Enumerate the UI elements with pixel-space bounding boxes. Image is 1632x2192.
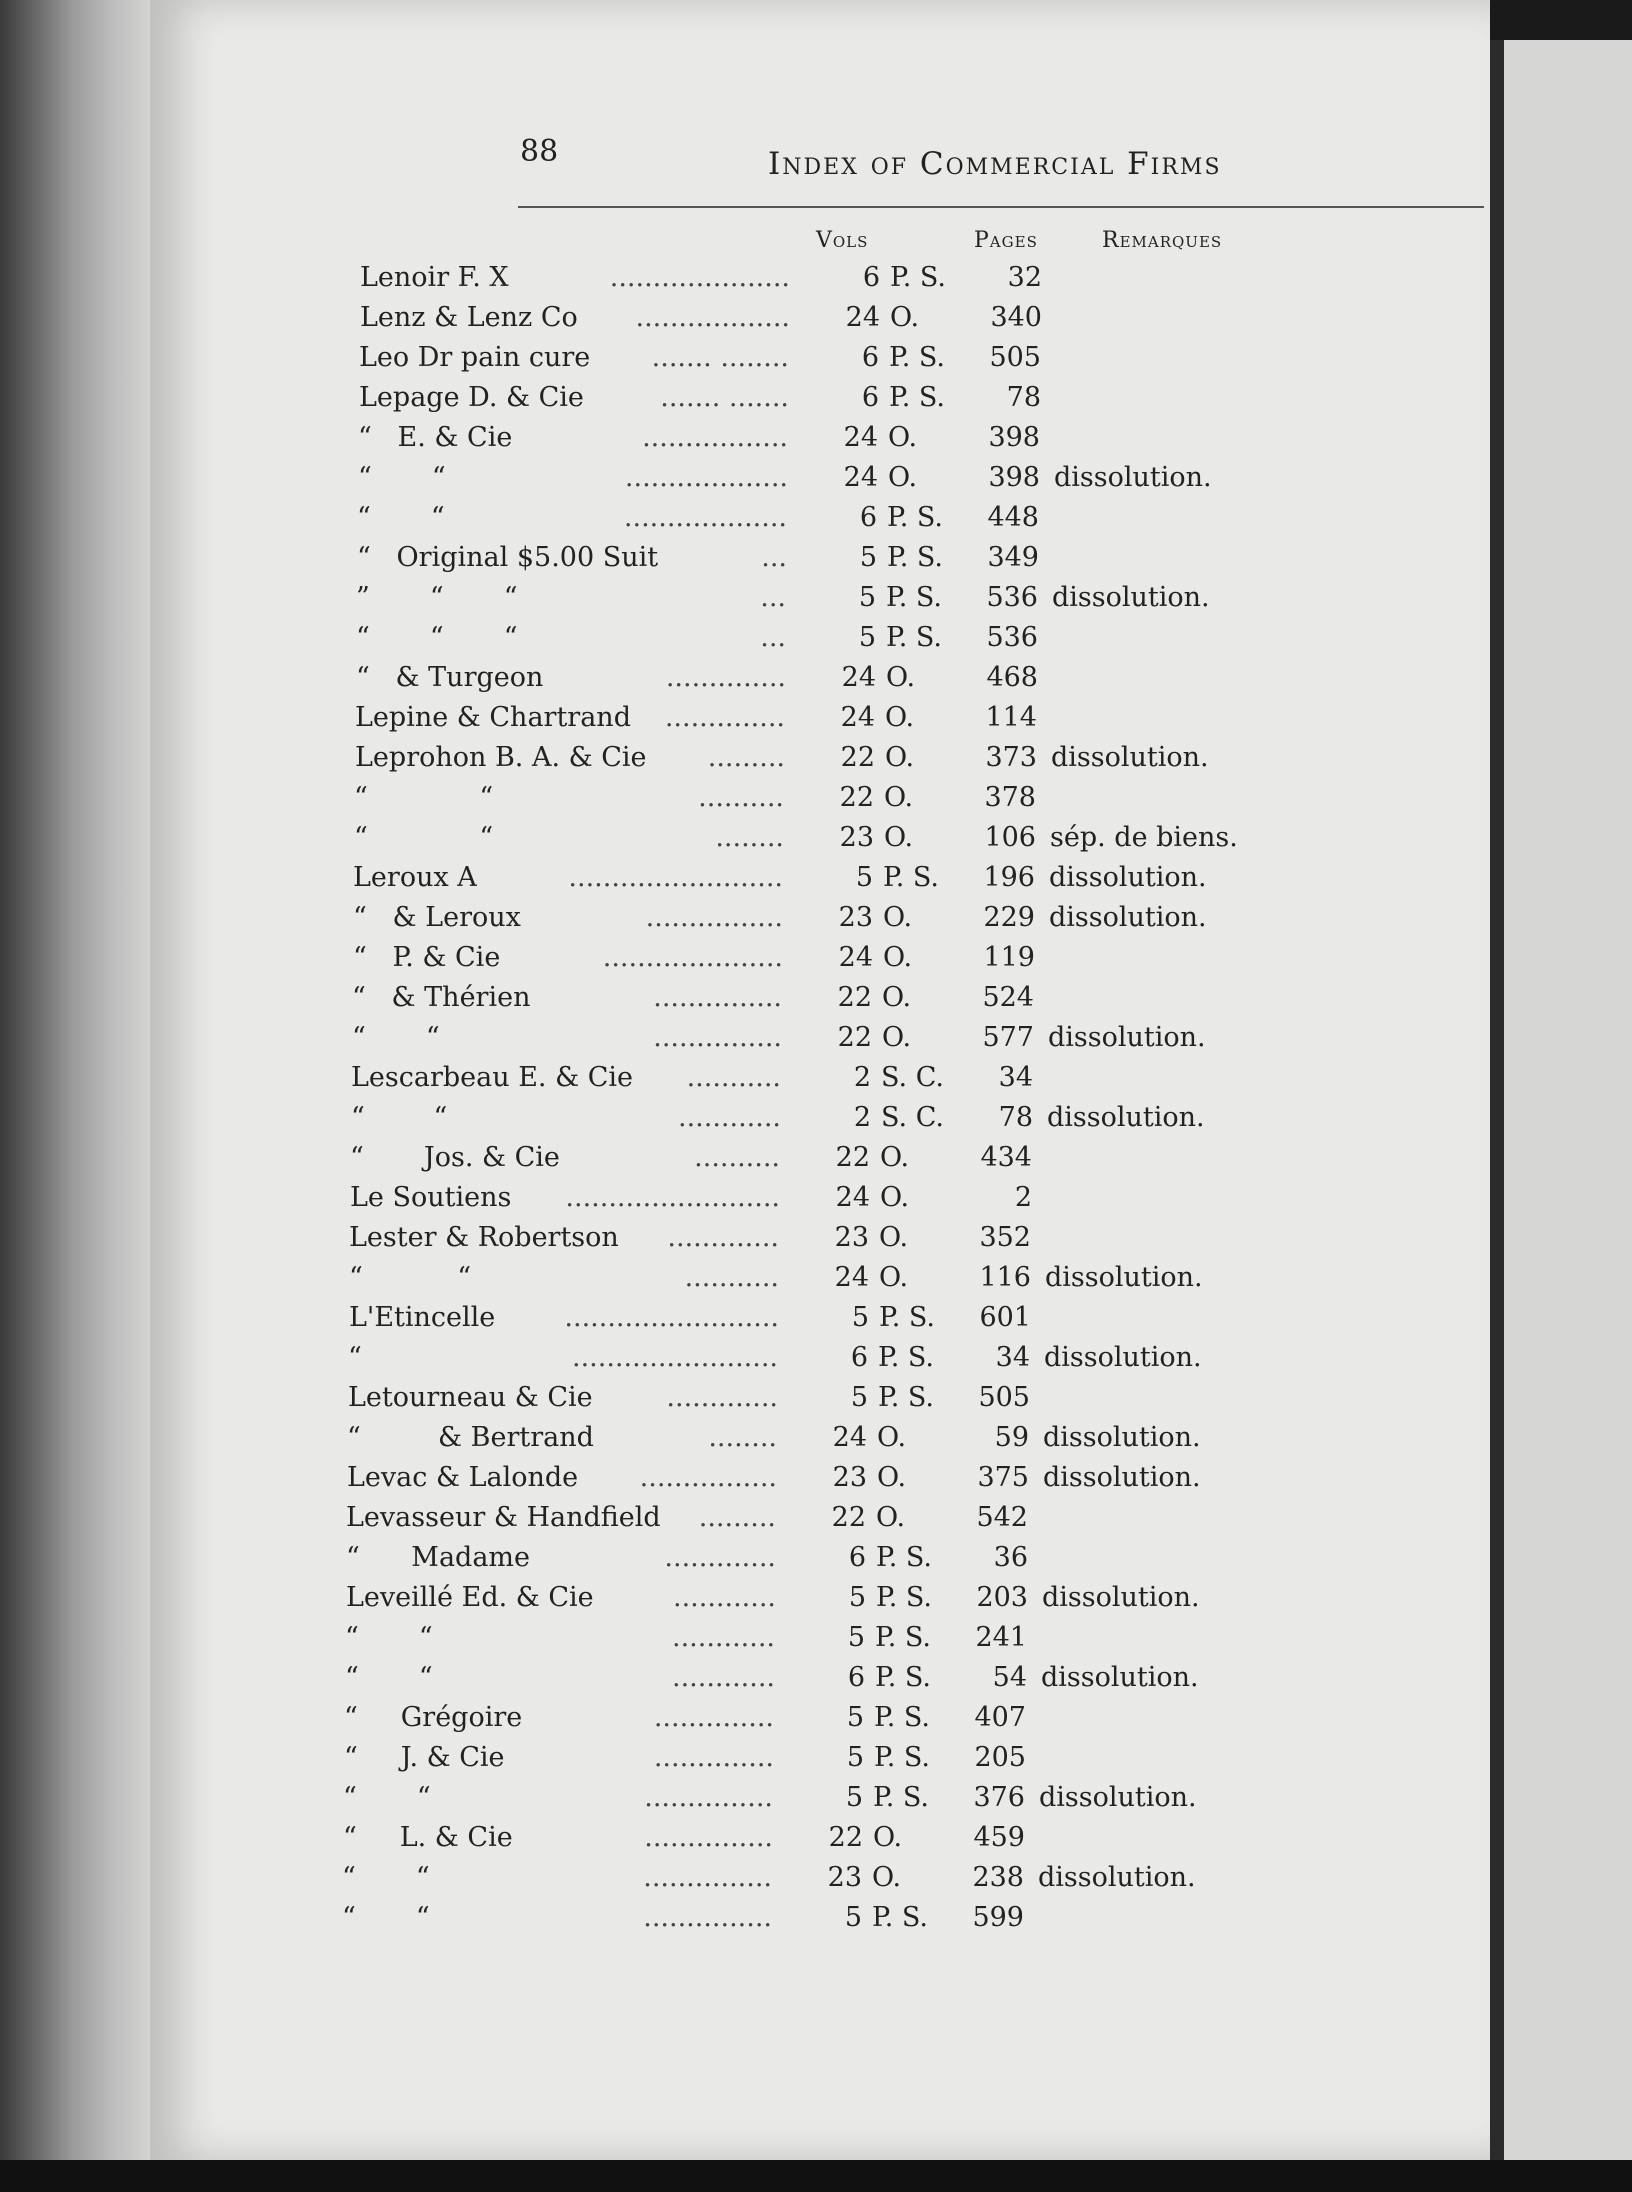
- index-entry: [150, 1178, 1490, 1218]
- dot-leader: .............: [667, 1222, 779, 1253]
- volume-series: O.: [885, 742, 915, 773]
- volume-number: 5: [850, 1382, 868, 1413]
- firm-name: “ “ “: [356, 622, 518, 653]
- volume-number: 22: [840, 742, 875, 773]
- index-entry: [150, 778, 1490, 818]
- volume-series: P. S.: [878, 1342, 934, 1373]
- index-entry: [150, 1658, 1490, 1698]
- firm-name: Letourneau & Cie: [348, 1382, 593, 1413]
- volume-series: O.: [879, 1222, 909, 1253]
- page-reference: 577: [982, 1022, 1034, 1053]
- dot-leader: ............: [673, 1582, 776, 1613]
- volume-number: 5: [846, 1702, 864, 1733]
- volume-number: 23: [838, 902, 873, 933]
- volume-series: O.: [877, 1462, 907, 1493]
- dot-leader: ...............: [653, 982, 782, 1013]
- index-entry: [150, 378, 1490, 418]
- volume-series: O.: [884, 782, 914, 813]
- dot-leader: ...............: [644, 1782, 773, 1813]
- page-title: Index of Commercial Firms: [768, 146, 1222, 182]
- index-entry: [150, 258, 1490, 298]
- volume-series: O.: [882, 982, 912, 1013]
- remark: dissolution.: [1043, 1462, 1201, 1493]
- firm-name: “ “: [342, 1862, 430, 1893]
- index-entry: [150, 418, 1490, 458]
- volume-series: O.: [879, 1262, 909, 1293]
- volume-number: 24: [832, 1422, 867, 1453]
- page-reference: 375: [977, 1462, 1029, 1493]
- volume-series: O.: [883, 942, 913, 973]
- dot-leader: ..............: [653, 1702, 774, 1733]
- dot-leader: ....... .......: [660, 382, 789, 413]
- volume-number: 5: [845, 1782, 863, 1813]
- book-page: [150, 0, 1490, 2160]
- index-entry: [150, 618, 1490, 658]
- volume-series: P. S.: [889, 382, 945, 413]
- page-reference: 241: [975, 1622, 1027, 1653]
- index-entry: [150, 938, 1490, 978]
- index-entry: [150, 658, 1490, 698]
- page-reference: 536: [986, 582, 1038, 613]
- dot-leader: ............: [672, 1662, 775, 1693]
- dot-leader: ........: [715, 822, 784, 853]
- firm-name: “ & Thérien: [352, 982, 531, 1013]
- page-reference: 32: [1007, 262, 1042, 293]
- volume-number: 24: [841, 662, 876, 693]
- index-entry: [150, 1218, 1490, 1258]
- firm-name: L'Etincelle: [349, 1302, 496, 1333]
- index-entry: [150, 818, 1490, 858]
- index-entry: [150, 738, 1490, 778]
- volume-number: 22: [831, 1502, 866, 1533]
- volume-series: P. S.: [876, 1582, 932, 1613]
- firm-name: “ “: [345, 1662, 433, 1693]
- firm-name: Lepine & Chartrand: [355, 702, 631, 733]
- volume-number: 23: [832, 1462, 867, 1493]
- page-reference: 229: [983, 902, 1035, 933]
- firm-name: “ & Leroux: [353, 902, 521, 933]
- dot-leader: ..............: [653, 1742, 774, 1773]
- dot-leader: ....... ........: [651, 342, 789, 373]
- index-entry: [150, 858, 1490, 898]
- page-reference: 505: [989, 342, 1041, 373]
- page-reference: 34: [995, 1342, 1030, 1373]
- page-reference: 116: [979, 1262, 1031, 1293]
- index-entry: [150, 1258, 1490, 1298]
- volume-series: P. S.: [879, 1302, 935, 1333]
- page-number: 88: [520, 134, 559, 169]
- remark: dissolution.: [1039, 1782, 1197, 1813]
- index-entry: [150, 1498, 1490, 1538]
- index-entry: [150, 1858, 1490, 1898]
- dot-leader: .........................: [564, 1302, 779, 1333]
- firm-name: Leo Dr pain cure: [359, 342, 591, 373]
- dot-leader: .............: [664, 1542, 776, 1573]
- index-entry: [150, 1618, 1490, 1658]
- page-reference: 78: [1006, 382, 1041, 413]
- index-entry: [150, 1018, 1490, 1058]
- dot-leader: ..........: [698, 782, 784, 813]
- column-header-vols: Vols: [816, 228, 869, 253]
- volume-number: 5: [844, 1902, 862, 1933]
- volume-series: O.: [888, 422, 918, 453]
- firm-name: “ P. & Cie: [353, 942, 501, 973]
- dot-leader: ..................: [635, 302, 790, 333]
- volume-number: 5: [846, 1742, 864, 1773]
- page-reference: 459: [973, 1822, 1025, 1853]
- index-entry: [150, 1298, 1490, 1338]
- volume-number: 22: [837, 982, 872, 1013]
- firm-name: Lenoir F. X: [360, 262, 509, 293]
- dot-leader: ...............: [643, 1902, 772, 1933]
- page-reference: 352: [979, 1222, 1031, 1253]
- index-entry: [150, 1058, 1490, 1098]
- firm-name: Lenz & Lenz Co: [360, 302, 578, 333]
- dot-leader: ........................: [572, 1342, 778, 1373]
- index-entry: [150, 1378, 1490, 1418]
- volume-number: 5: [847, 1622, 865, 1653]
- dot-leader: ...........: [686, 1062, 781, 1093]
- volume-series: O.: [882, 1022, 912, 1053]
- dot-leader: .........: [698, 1502, 776, 1533]
- firm-name: Leroux A: [353, 862, 477, 893]
- volume-series: O.: [880, 1142, 910, 1173]
- volume-series: O.: [884, 822, 914, 853]
- remark: dissolution.: [1041, 1662, 1199, 1693]
- volume-number: 5: [858, 582, 876, 613]
- firm-name: Leprohon B. A. & Cie: [355, 742, 647, 773]
- dot-leader: .........: [707, 742, 785, 773]
- volume-number: 5: [858, 622, 876, 653]
- remark: dissolution.: [1052, 582, 1210, 613]
- volume-series: P. S.: [876, 1542, 932, 1573]
- volume-series: P. S.: [875, 1622, 931, 1653]
- index-entry: [150, 898, 1490, 938]
- volume-number: 5: [855, 862, 873, 893]
- volume-number: 23: [839, 822, 874, 853]
- volume-series: P. S.: [875, 1662, 931, 1693]
- volume-series: S. C.: [881, 1102, 944, 1133]
- dot-leader: ............: [672, 1622, 775, 1653]
- remark: dissolution.: [1048, 1022, 1206, 1053]
- volume-number: 6: [862, 262, 880, 293]
- volume-number: 5: [848, 1582, 866, 1613]
- column-header-remarks: Remarques: [1102, 228, 1223, 253]
- index-entry: [150, 1818, 1490, 1858]
- page-reference: 468: [986, 662, 1038, 693]
- volume-series: O.: [873, 1822, 903, 1853]
- page-reference: 238: [972, 1862, 1024, 1893]
- volume-number: 24: [840, 702, 875, 733]
- scan-bottom-edge: [0, 2160, 1632, 2192]
- volume-series: P. S.: [886, 622, 942, 653]
- firm-name: “ “: [342, 1902, 430, 1933]
- volume-series: O.: [880, 1182, 910, 1213]
- firm-name: “ “: [352, 1022, 440, 1053]
- page-reference: 542: [976, 1502, 1028, 1533]
- firm-name: “ “: [345, 1622, 433, 1653]
- index-entry: [150, 1778, 1490, 1818]
- remark: dissolution.: [1044, 1342, 1202, 1373]
- volume-number: 24: [834, 1262, 869, 1293]
- index-entry: [150, 698, 1490, 738]
- page-reference: 119: [983, 942, 1035, 973]
- remark: dissolution.: [1045, 1262, 1203, 1293]
- index-entry: [150, 498, 1490, 538]
- volume-number: 22: [828, 1822, 863, 1853]
- firm-name: “ “: [358, 462, 446, 493]
- dot-leader: .........................: [568, 862, 783, 893]
- volume-series: O.: [872, 1862, 902, 1893]
- page-reference: 505: [978, 1382, 1030, 1413]
- remark: dissolution.: [1043, 1422, 1201, 1453]
- volume-number: 23: [834, 1222, 869, 1253]
- remark: dissolution.: [1049, 862, 1207, 893]
- volume-series: P. S.: [872, 1902, 928, 1933]
- book-spine: [0, 0, 160, 2192]
- index-entry: [150, 578, 1490, 618]
- index-entry: [150, 338, 1490, 378]
- volume-number: 22: [839, 782, 874, 813]
- firm-name: “ Madame: [346, 1542, 531, 1573]
- page-reference: 196: [983, 862, 1035, 893]
- volume-number: 6: [848, 1542, 866, 1573]
- page-reference: 205: [974, 1742, 1026, 1773]
- dot-leader: ................: [639, 1462, 777, 1493]
- firm-name: “ “: [351, 1102, 448, 1133]
- dot-leader: ...............: [653, 1022, 782, 1053]
- page-reference: 536: [986, 622, 1038, 653]
- page-reference: 349: [987, 542, 1039, 573]
- firm-name: “ Grégoire: [344, 1702, 523, 1733]
- page-reference: 524: [982, 982, 1034, 1013]
- firm-name: “ L. & Cie: [343, 1822, 513, 1853]
- dot-leader: .........................: [565, 1182, 780, 1213]
- index-entry: [150, 1098, 1490, 1138]
- firm-name: Levasseur & Handfield: [346, 1502, 661, 1533]
- dot-leader: ...............: [644, 1822, 773, 1853]
- remark: dissolution.: [1054, 462, 1212, 493]
- dot-leader: .................: [642, 422, 788, 453]
- page-reference: 203: [976, 1582, 1028, 1613]
- firm-name: “ “: [349, 1262, 472, 1293]
- firm-name: “: [348, 1342, 362, 1373]
- index-entry: [150, 1898, 1490, 1938]
- firm-name: Le Soutiens: [350, 1182, 512, 1213]
- dot-leader: ...................: [624, 462, 788, 493]
- index-entry: [150, 298, 1490, 338]
- volume-series: P. S.: [878, 1382, 934, 1413]
- page-reference: 599: [972, 1902, 1024, 1933]
- firm-name: “ Jos. & Cie: [350, 1142, 560, 1173]
- dot-leader: ..........: [694, 1142, 780, 1173]
- volume-series: P. S.: [889, 342, 945, 373]
- volume-series: O.: [877, 1422, 907, 1453]
- volume-number: 24: [838, 942, 873, 973]
- volume-series: O.: [890, 302, 920, 333]
- dot-leader: ...: [761, 542, 787, 573]
- remark: dissolution.: [1051, 742, 1209, 773]
- dot-leader: ...........: [684, 1262, 779, 1293]
- dot-leader: ..............: [664, 702, 785, 733]
- volume-number: 24: [843, 462, 878, 493]
- volume-number: 6: [861, 342, 879, 373]
- volume-number: 5: [859, 542, 877, 573]
- index-entries: [150, 258, 1490, 1938]
- page-reference: 59: [994, 1422, 1029, 1453]
- firm-name: “ “: [354, 782, 494, 813]
- volume-number: 6: [850, 1342, 868, 1373]
- dot-leader: ................: [645, 902, 783, 933]
- dot-leader: ...: [760, 622, 786, 653]
- volume-number: 22: [835, 1142, 870, 1173]
- volume-number: 22: [837, 1022, 872, 1053]
- firm-name: Lescarbeau E. & Cie: [351, 1062, 633, 1093]
- page-reference: 398: [988, 422, 1040, 453]
- index-entry: [150, 1458, 1490, 1498]
- volume-series: P. S.: [887, 542, 943, 573]
- firm-name: Lester & Robertson: [349, 1222, 619, 1253]
- firm-name: Lepage D. & Cie: [359, 382, 584, 413]
- index-entry: [150, 1338, 1490, 1378]
- dot-leader: .....................: [609, 262, 790, 293]
- index-entry: [150, 978, 1490, 1018]
- firm-name: “ “: [357, 502, 445, 533]
- firm-name: “ E. & Cie: [358, 422, 513, 453]
- dot-leader: ...: [760, 582, 786, 613]
- firm-name: “ Original $5.00 Suit: [357, 542, 659, 573]
- dot-leader: ...................: [623, 502, 787, 533]
- index-entry: [150, 1138, 1490, 1178]
- volume-series: O.: [888, 462, 918, 493]
- page-reference: 376: [973, 1782, 1025, 1813]
- index-entry: [150, 1698, 1490, 1738]
- firm-name: “ “: [343, 1782, 431, 1813]
- index-entry: [150, 1738, 1490, 1778]
- page-reference: 106: [984, 822, 1036, 853]
- page-reference: 601: [979, 1302, 1031, 1333]
- firm-name: Levac & Lalonde: [347, 1462, 579, 1493]
- firm-name: “ “: [354, 822, 494, 853]
- index-entry: [150, 458, 1490, 498]
- volume-series: P. S.: [883, 862, 939, 893]
- remark: dissolution.: [1049, 902, 1207, 933]
- firm-name: ” “ “: [356, 582, 518, 613]
- volume-number: 24: [845, 302, 880, 333]
- dot-leader: ............: [678, 1102, 781, 1133]
- dot-leader: ...............: [643, 1862, 772, 1893]
- page-reference: 36: [993, 1542, 1028, 1573]
- firm-name: “ J. & Cie: [344, 1742, 505, 1773]
- page-reference: 114: [985, 702, 1037, 733]
- volume-number: 23: [827, 1862, 862, 1893]
- dot-leader: .....................: [602, 942, 783, 973]
- page-reference: 340: [990, 302, 1042, 333]
- volume-series: P. S.: [890, 262, 946, 293]
- page-reference: 373: [985, 742, 1037, 773]
- dot-leader: ..............: [665, 662, 786, 693]
- page-reference: 398: [988, 462, 1040, 493]
- volume-series: O.: [883, 902, 913, 933]
- volume-number: 6: [861, 382, 879, 413]
- volume-series: O.: [885, 702, 915, 733]
- volume-number: 6: [847, 1662, 865, 1693]
- page-reference: 54: [992, 1662, 1027, 1693]
- volume-number: 24: [843, 422, 878, 453]
- volume-series: P. S.: [874, 1702, 930, 1733]
- volume-number: 5: [851, 1302, 869, 1333]
- firm-name: “ & Turgeon: [356, 662, 544, 693]
- volume-series: P. S.: [886, 582, 942, 613]
- volume-number: 6: [859, 502, 877, 533]
- dot-leader: ........: [708, 1422, 777, 1453]
- volume-series: P. S.: [887, 502, 943, 533]
- volume-series: O.: [886, 662, 916, 693]
- remark: dissolution.: [1038, 1862, 1196, 1893]
- remark: dissolution.: [1042, 1582, 1200, 1613]
- volume-number: 2: [853, 1102, 871, 1133]
- facing-page-edge: [1490, 40, 1632, 2192]
- column-header-pages: Pages: [974, 228, 1038, 253]
- volume-series: P. S.: [873, 1782, 929, 1813]
- firm-name: “ & Bertrand: [347, 1422, 594, 1453]
- volume-series: S. C.: [881, 1062, 944, 1093]
- firm-name: Leveillé Ed. & Cie: [346, 1582, 594, 1613]
- page-reference: 407: [974, 1702, 1026, 1733]
- dot-leader: .............: [666, 1382, 778, 1413]
- volume-series: O.: [876, 1502, 906, 1533]
- page-reference: 2: [1014, 1182, 1032, 1213]
- remark: sép. de biens.: [1050, 822, 1238, 853]
- page-reference: 448: [987, 502, 1039, 533]
- header-rule: [518, 206, 1484, 208]
- index-entry: [150, 1418, 1490, 1458]
- page-reference: 34: [998, 1062, 1033, 1093]
- page-reference: 78: [998, 1102, 1033, 1133]
- remark: dissolution.: [1047, 1102, 1205, 1133]
- index-entry: [150, 538, 1490, 578]
- volume-number: 24: [835, 1182, 870, 1213]
- index-entry: [150, 1578, 1490, 1618]
- index-entry: [150, 1538, 1490, 1578]
- page-reference: 378: [984, 782, 1036, 813]
- page-reference: 434: [980, 1142, 1032, 1173]
- volume-number: 2: [853, 1062, 871, 1093]
- volume-series: P. S.: [874, 1742, 930, 1773]
